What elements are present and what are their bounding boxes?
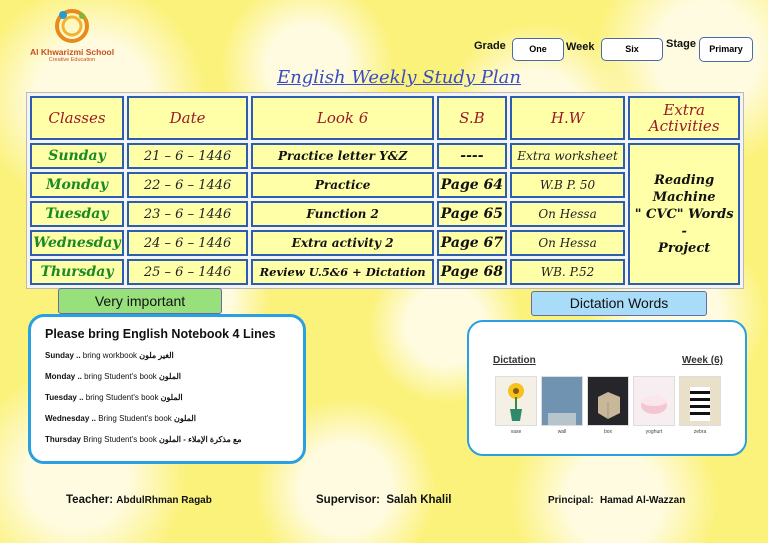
table-row — [30, 143, 740, 169]
date-cell: 22 – 6 – 1446 — [127, 172, 248, 198]
page-title: English Weekly Study Plan — [277, 67, 521, 88]
vase-picture — [495, 376, 537, 426]
dictation-item-zebra — [679, 376, 721, 435]
supervisor-label: Supervisor: — [316, 494, 380, 506]
sb-cell: Page 68 — [437, 259, 507, 285]
look-cell: Practice letter Y&Z — [251, 143, 434, 169]
hw-cell: W.B P. 50 — [510, 172, 626, 198]
principal-name: Hamad Al-Wazzan — [599, 495, 686, 506]
header-date: Date — [127, 96, 248, 140]
zebra-picture — [679, 376, 721, 426]
box-picture — [587, 376, 629, 426]
dictation-item-box — [587, 376, 629, 435]
study-plan-table — [26, 92, 744, 289]
note-day: Tuesday .. — [45, 393, 84, 402]
wall-picture — [541, 376, 583, 426]
day-cell: Thursday — [30, 259, 124, 285]
principal-label: Principal: — [548, 495, 594, 506]
teacher-signature — [66, 494, 212, 506]
notes-panel — [28, 314, 306, 464]
note-text: bring Student's book — [83, 393, 161, 402]
look-cell: Review U.5&6 + Dictation — [251, 259, 434, 285]
day-cell: Tuesday — [30, 201, 124, 227]
sb-cell: Page 65 — [437, 201, 507, 227]
dictation-week: Week (6) — [682, 355, 723, 366]
note-line — [45, 435, 289, 444]
dictation-card — [485, 352, 731, 440]
note-day: Wednesday .. — [45, 414, 96, 423]
note-arabic: مع مذكرة الإملاء - الملون — [159, 435, 242, 444]
look-cell: Function 2 — [251, 201, 434, 227]
note-text: bring Student's book — [81, 372, 160, 381]
school-name: Al Khwarizmi School — [30, 47, 115, 57]
principal-signature — [548, 494, 685, 506]
dictation-item-yoghurt — [633, 376, 675, 435]
header-classes: Classes — [30, 96, 124, 140]
header-look: Look 6 — [251, 96, 434, 140]
week-value-box: Six — [601, 38, 663, 61]
note-arabic: الملون — [159, 372, 181, 381]
date-cell: 21 – 6 – 1446 — [127, 143, 248, 169]
hw-cell: WB. P.52 — [510, 259, 626, 285]
header-hw: H.W — [510, 96, 626, 140]
day-cell: Wednesday — [30, 230, 124, 256]
dictation-word: wall — [557, 429, 567, 435]
extra-line: Project — [658, 240, 711, 256]
teacher-name: AbdulRhman Ragab — [116, 495, 212, 506]
note-day: Sunday .. — [45, 351, 81, 360]
note-arabic: الملون — [160, 393, 183, 402]
dictation-word: vase — [510, 429, 522, 435]
note-day: Monday .. — [45, 372, 82, 381]
school-tagline: Creative Education — [48, 57, 96, 63]
supervisor-signature — [316, 494, 452, 506]
dictation-word: zebra — [693, 429, 707, 435]
stage-value-box: Primary — [699, 37, 753, 62]
table-header-row — [30, 96, 740, 140]
note-day: Thursday — [45, 435, 82, 444]
note-line — [45, 351, 289, 360]
grade-label: Grade — [474, 40, 506, 52]
dictation-panel — [467, 320, 747, 456]
dictation-word: box — [603, 429, 613, 435]
note-arabic: الغير ملون — [139, 351, 174, 360]
note-line — [45, 414, 289, 423]
sb-cell: Page 64 — [437, 172, 507, 198]
note-line — [45, 372, 289, 381]
note-text: bring workbook — [80, 351, 140, 360]
note-line — [45, 393, 289, 402]
header-sb: S.B — [437, 96, 507, 140]
sb-cell: Page 67 — [437, 230, 507, 256]
header-extra: Extra Activities — [628, 96, 740, 140]
extra-line: Machine — [652, 189, 716, 205]
week-label: Week — [566, 41, 595, 53]
hw-cell: On Hessa — [510, 230, 626, 256]
hw-cell: Extra worksheet — [510, 143, 626, 169]
day-cell: Monday — [30, 172, 124, 198]
notes-heading: Please bring English Notebook 4 Lines — [45, 327, 276, 341]
day-cell: Sunday — [30, 143, 124, 169]
dictation-item-vase — [495, 376, 537, 435]
note-arabic: الملون — [174, 414, 196, 423]
hw-cell: On Hessa — [510, 201, 626, 227]
look-cell: Extra activity 2 — [251, 230, 434, 256]
note-text: Bring Student's book — [81, 435, 160, 444]
date-cell: 25 – 6 – 1446 — [127, 259, 248, 285]
date-cell: 24 – 6 – 1446 — [127, 230, 248, 256]
dictation-word: yoghurt — [645, 429, 663, 435]
school-logo — [30, 6, 114, 70]
dictation-heading: Dictation — [493, 355, 536, 366]
school-emblem-icon — [52, 6, 92, 46]
date-cell: 23 – 6 – 1446 — [127, 201, 248, 227]
supervisor-name: Salah Khalil — [386, 494, 452, 506]
dictation-item-wall — [541, 376, 583, 435]
note-text: Bring Student's book — [95, 414, 175, 423]
extra-activities-cell — [628, 143, 740, 285]
teacher-label: Teacher: — [66, 494, 114, 506]
extra-line: " CVC" Words - — [634, 206, 734, 239]
look-cell: Practice — [251, 172, 434, 198]
stage-label: Stage — [666, 38, 696, 50]
dictation-words-label: Dictation Words — [531, 291, 707, 316]
grade-value-box: One — [512, 38, 564, 61]
extra-line: Reading — [654, 172, 715, 188]
yoghurt-picture — [633, 376, 675, 426]
sb-cell: ---- — [437, 143, 507, 169]
very-important-label: Very important — [58, 288, 222, 314]
